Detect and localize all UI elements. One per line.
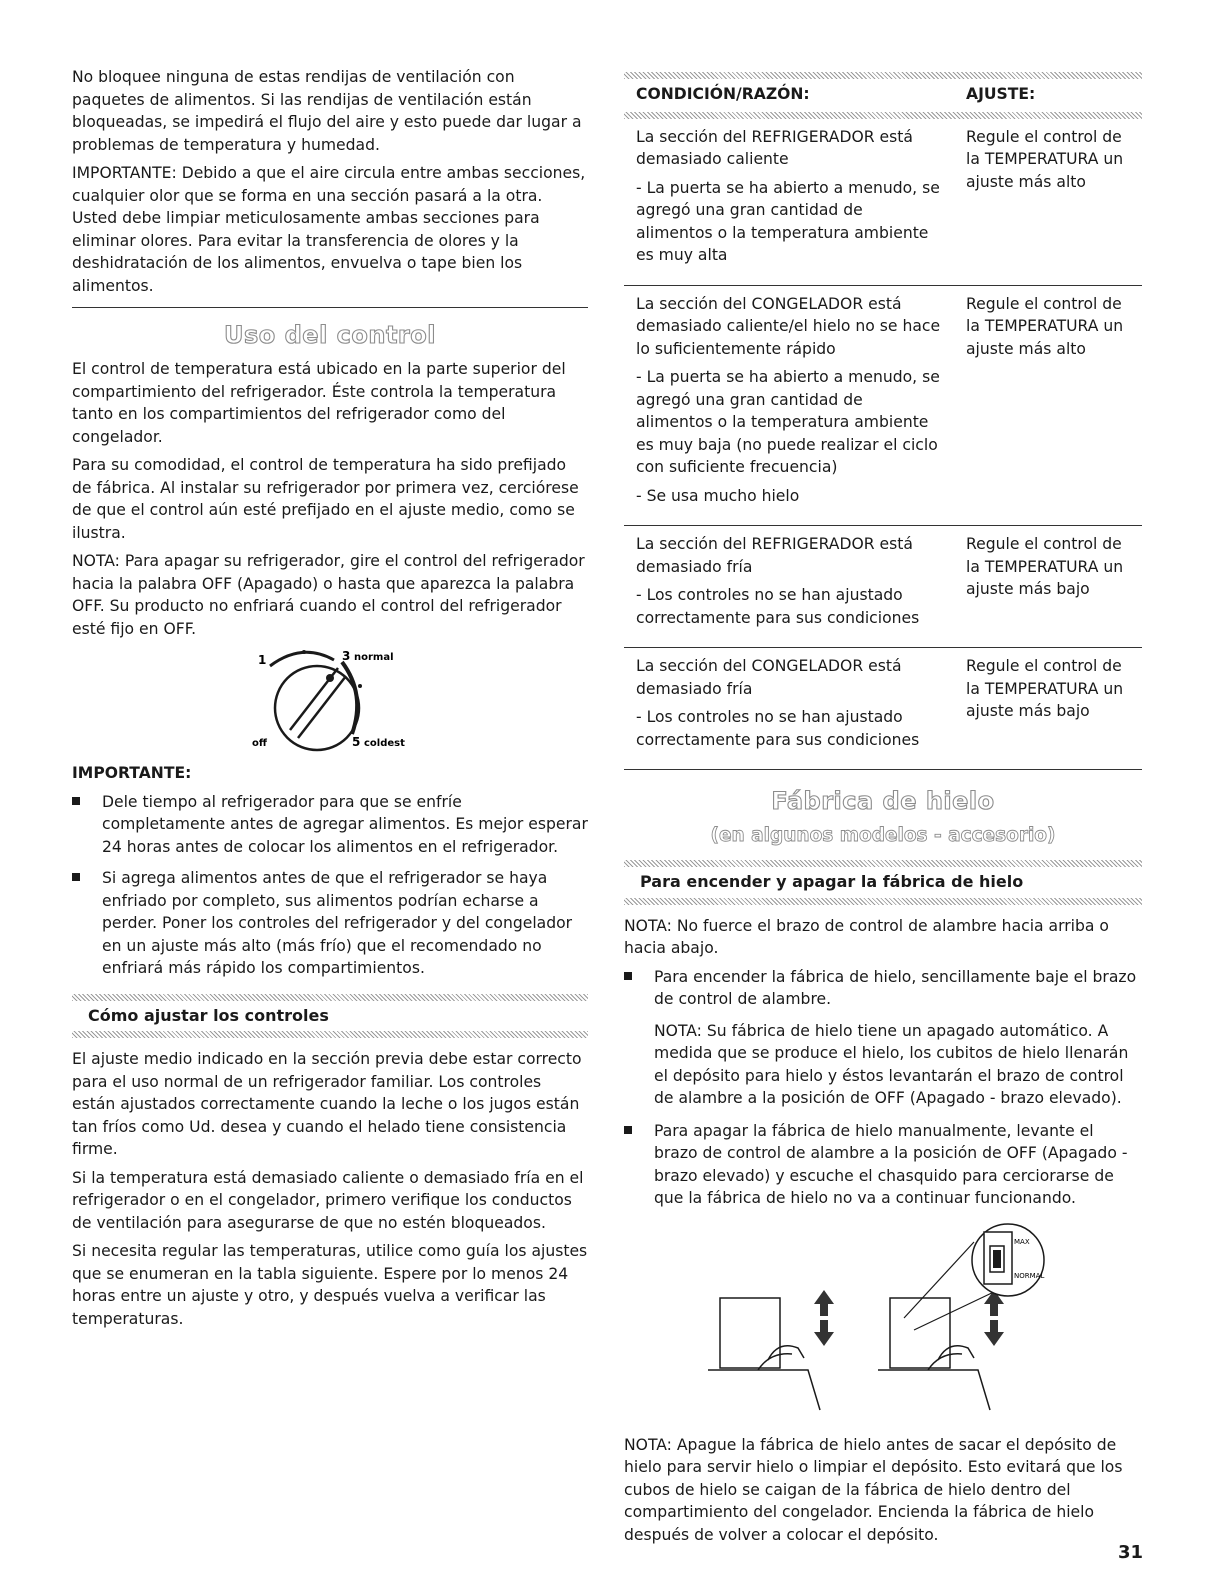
condition-detail: - La puerta se ha abierto a menudo, se agregó una gran cantidad de alimentos o la temperatura ambiente es muy alta: [636, 178, 940, 264]
importante-list: [72, 791, 588, 980]
adjust-text: Regule el control de la TEMPERATURA un ajuste más alto: [954, 119, 1142, 286]
nota-text: Para apagar su refrigerador, gire el control del refrigerador hacia la palabra OFF (Apagado) o hasta que aparezca la palabra OFF. Su producto no enfriará cuando el control del refrigerador esté fijo en OFF.: [72, 552, 585, 638]
img-label-max: MAX: [1014, 1237, 1030, 1246]
nota-paragraph: [72, 550, 588, 640]
icemaker-list-2: [624, 1120, 1142, 1210]
condition-detail: - Los controles no se han ajustado correctamente para sus condiciones: [636, 586, 920, 627]
temperature-dial-icon: [242, 646, 442, 758]
section-divider: [72, 307, 588, 308]
page-number: 31: [1118, 1542, 1144, 1563]
dial-label-5: 5: [352, 735, 361, 749]
list-item-text: Para apagar la fábrica de hielo manualmente, levante el brazo de control de alambre a la posición de OFF (Apagado - brazo elevado) y escuche el chasquido para cerciorarse de que la fábrica de hielo no va a continuar funcionando.: [654, 1121, 1128, 1207]
condition-table: [624, 79, 1142, 770]
condition-detail: - Los controles no se han ajustado correctamente para sus condiciones: [636, 708, 920, 749]
hatch-divider: [72, 1031, 588, 1038]
icemaker-list: [624, 966, 1142, 1011]
importante-paragraph: [72, 162, 588, 297]
column-header-condition: CONDICIÓN/RAZÓN:: [636, 85, 810, 103]
nota-label: NOTA:: [624, 1435, 672, 1454]
right-column: [624, 66, 1142, 1552]
adjust-paragraph-1: El ajuste medio indicado en la sección previa debe estar correcto para el uso normal de un refrigerador familiar. Los controles están ajustados correctamente cuando la leche o los jugos están tan fríos como Ud. desea y cuando el helado tiene consistencia firme.: [72, 1050, 582, 1158]
table-row: [624, 648, 1142, 770]
adjust-text: Regule el control de la TEMPERATURA un ajuste más alto: [954, 285, 1142, 526]
condition-detail: - La puerta se ha abierto a menudo, se agregó una gran cantidad de alimentos o la temperatura ambiente es muy baja (no puede realizar el ciclo con suficiente frecuencia): [636, 368, 940, 476]
bullet-square-icon: [624, 1126, 632, 1134]
section-subtitle-accesorio: (en algunos modelos - accesorio): [710, 825, 1056, 846]
nota-paragraph-2: [624, 1434, 1142, 1547]
condition-text: La sección del CONGELADOR está demasiado fría: [636, 657, 902, 698]
dial-label-off: off: [252, 738, 267, 749]
left-column: [72, 66, 588, 1336]
dial-label-coldest: coldest: [364, 738, 405, 749]
nota-label: NOTA:: [72, 552, 120, 570]
hatch-divider: [624, 898, 1142, 905]
control-paragraph-1: El control de temperatura está ubicado en la parte superior del compartimiento del refrigerador. Éste controla la temperatura tanto en los compartimientos del refrigerador como del congelador.: [72, 360, 566, 446]
importante-heading: IMPORTANTE:: [72, 764, 192, 782]
list-item: [624, 966, 1142, 1011]
bullet-square-icon: [624, 972, 632, 980]
table-row: [624, 526, 1142, 648]
nota-paragraph-1: [624, 915, 1142, 960]
list-item-text: Si agrega alimentos antes de que el refrigerador se haya enfriado por completo, sus alimentos podrían echarse a perder. Poner los controles del refrigerador y del congelador en un ajuste más alto (más frío) que el recomendado no enfriará más rápido los compartimientos.: [102, 869, 573, 977]
temperature-dial-figure: [72, 646, 588, 758]
condition-text: La sección del CONGELADOR está demasiado caliente/el hielo no se hace lo suficientemente rápido: [636, 294, 941, 358]
hatch-divider: [624, 112, 1142, 119]
importante-label: IMPORTANTE:: [72, 164, 177, 182]
adjust-paragraph-2: Si la temperatura está demasiado caliente o demasiado fría en el refrigerador o en el congelador, primero verifique los conductos de ventilación para asegurarse de que no estén bloqueados.: [72, 1168, 584, 1232]
table-row: [624, 285, 1142, 526]
subheading-como-ajustar: Cómo ajustar los controles: [88, 1005, 329, 1025]
table-header-row: [624, 79, 1142, 112]
nota-text: Su fábrica de hielo tiene un apagado automático. A medida que se produce el hielo, los cubitos de hielo llenarán el depósito para hielo y éstos levantarán el brazo de control de alambre a la posición de OFF (Apagado - brazo elevado).: [654, 1021, 1129, 1107]
intro-paragraph: No bloquee ninguna de estas rendijas de ventilación con paquetes de alimentos. Si las rendijas de ventilación están bloqueadas, se impedirá el flujo del aire y esto puede dar lugar a problemas de temperatura y humedad.: [72, 68, 582, 154]
nota-text: No fuerce el brazo de control de alambre hacia arriba o hacia abajo.: [624, 916, 1109, 957]
icemaker-illustration: [624, 1220, 1142, 1420]
adjust-paragraph-3: Si necesita regular las temperaturas, utilice como guía los ajustes que se enumeran en la tabla siguiente. Espere por lo menos 24 horas entre un ajuste y otro, y después vuelva a verificar las temperaturas.: [72, 1242, 588, 1328]
dial-label-1: 1: [258, 653, 267, 667]
dial-label-3: 3: [342, 649, 351, 663]
nota-label: NOTA:: [624, 916, 672, 935]
condition-detail-2: - Se usa mucho hielo: [636, 486, 800, 505]
condition-text: La sección del REFRIGERADOR está demasiado fría: [636, 535, 913, 576]
hatch-divider: [72, 994, 588, 1001]
condition-text: La sección del REFRIGERADOR está demasiado caliente: [636, 127, 913, 168]
hatch-divider: [624, 860, 1142, 867]
section-title-uso-del-control: Uso del control: [224, 321, 436, 349]
icemaker-arm-icon: [708, 1220, 1068, 1420]
importante-text: Debido a que el aire circula entre ambas secciones, cualquier olor que se forma en una sección pasará a la otra. Usted debe limpiar meticulosamente ambas secciones para eliminar olores. Para evitar la transferencia de olores y la deshidratación de los alimentos, envuelva o tape bien los alimentos.: [72, 164, 586, 295]
control-paragraph-2: Para su comodidad, el control de temperatura ha sido prefijado de fábrica. Al instalar su refrigerador por primera vez, cerciórese de que el control aún esté prefijado en el ajuste medio, como se ilustra.: [72, 456, 579, 542]
list-item-text: Para encender la fábrica de hielo, sencillamente baje el brazo de control de alambre.: [654, 967, 1137, 1008]
dial-label-normal: normal: [354, 652, 394, 663]
subheading-encender-apagar: Para encender y apagar la fábrica de hielo: [640, 872, 1024, 891]
nota-text: Apague la fábrica de hielo antes de sacar el depósito de hielo para servir hielo o limpiar el depósito. Esto evitará que los cubos de hielo se caigan de la fábrica de hielo dentro del compartimiento del congelador. Encienda la fábrica de hielo después de volver a colocar el depósito.: [624, 1435, 1123, 1544]
hatch-divider: [624, 72, 1142, 79]
list-item: [624, 1120, 1142, 1210]
list-item: [72, 867, 588, 980]
nota-indented: [624, 1020, 1142, 1110]
adjust-text: Regule el control de la TEMPERATURA un ajuste más bajo: [954, 648, 1142, 770]
table-row: [624, 119, 1142, 286]
section-title-fabrica-de-hielo: Fábrica de hielo: [771, 787, 995, 815]
nota-label: NOTA:: [654, 1021, 702, 1040]
bullet-square-icon: [72, 873, 80, 881]
adjust-text: Regule el control de la TEMPERATURA un ajuste más bajo: [954, 526, 1142, 648]
list-item: [72, 791, 588, 859]
list-item-text: Dele tiempo al refrigerador para que se enfríe completamente antes de agregar alimentos. Es mejor esperar 24 horas antes de colocar los alimentos en el refrigerador.: [102, 792, 588, 856]
img-label-normal: NORMAL: [1014, 1271, 1045, 1280]
bullet-square-icon: [72, 797, 80, 805]
column-header-adjust: AJUSTE:: [966, 85, 1036, 103]
